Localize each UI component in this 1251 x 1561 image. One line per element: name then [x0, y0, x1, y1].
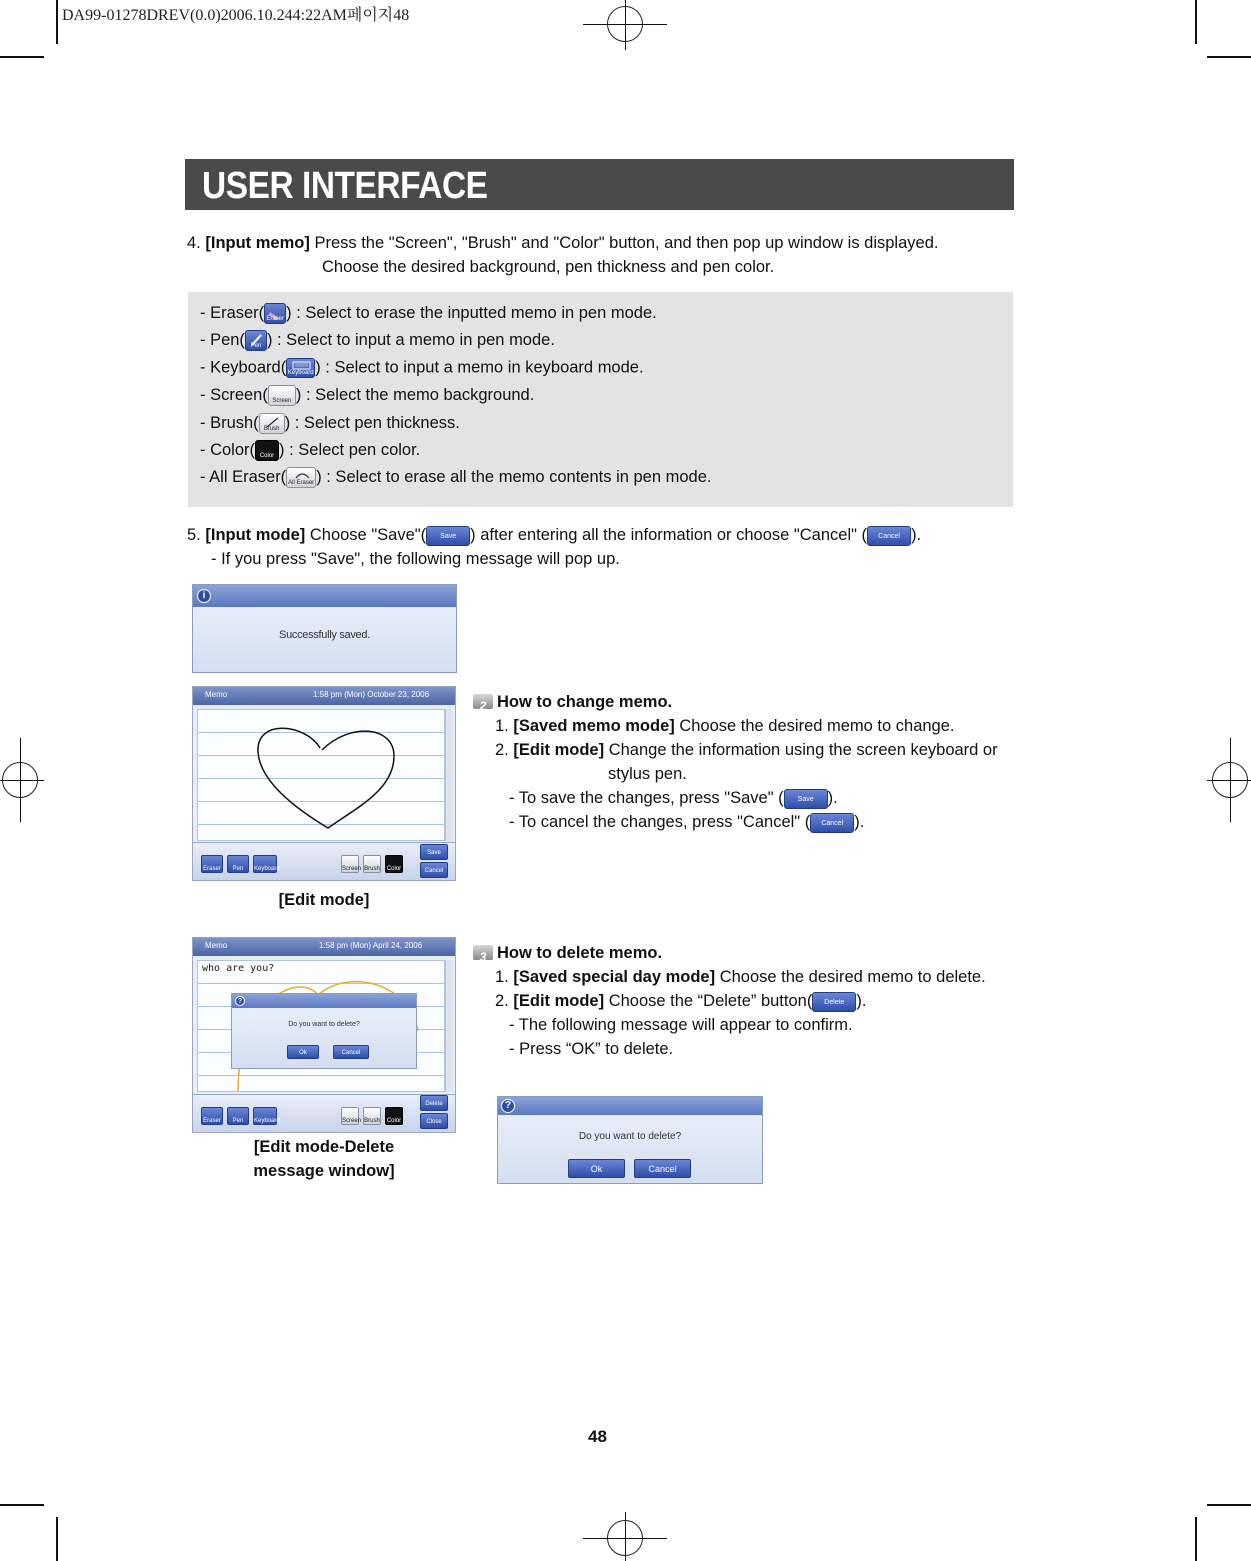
crop-mark	[0, 56, 44, 58]
registration-line	[625, 0, 626, 50]
crop-mark	[1207, 56, 1251, 58]
keyboard-icon: Keyboard	[286, 358, 315, 378]
info-icon: i	[197, 589, 211, 603]
section-banner	[185, 159, 1014, 210]
cancel-button-icon: Cancel	[810, 813, 854, 833]
toolbar-pen-button[interactable]: Pen	[227, 855, 249, 873]
tool-item-all-eraser: - All Eraser( All Eraser ) : Select to erase all the memo contents in pen mode.	[200, 467, 712, 486]
page-number: 48	[588, 1427, 607, 1446]
delete-button-icon: Delete	[812, 992, 856, 1012]
ok-button[interactable]: Ok	[568, 1159, 625, 1178]
cancel-button[interactable]: Cancel	[634, 1159, 691, 1178]
crop-mark	[1195, 1517, 1197, 1561]
crop-mark	[56, 0, 58, 44]
saved-popup-screenshot	[192, 584, 457, 673]
saved-message: Successfully saved.	[279, 629, 370, 641]
close-button[interactable]: Close	[420, 1113, 448, 1129]
tool-item-brush: - Brush( Brush ) : Select pen thickness.	[200, 413, 460, 432]
crop-mark	[0, 1504, 44, 1506]
tool-item-pen: - Pen( Pen ) : Select to input a memo in pen mode.	[200, 330, 555, 349]
confirm-delete-dialog	[497, 1096, 763, 1184]
cancel-button[interactable]: Cancel	[333, 1045, 369, 1059]
delete-mode-screenshot	[192, 937, 456, 1133]
step-badge-icon: 3	[473, 945, 493, 960]
registration-line	[1207, 780, 1251, 781]
step5-number: 5.	[187, 526, 201, 544]
registration-line	[0, 780, 44, 781]
brush-icon: Brush	[259, 413, 285, 434]
toolbar-keyboard-button[interactable]: Keyboard	[253, 855, 277, 873]
toolbar-screen-button[interactable]: Screen	[341, 855, 359, 873]
save-button[interactable]: Save	[420, 844, 448, 860]
confirm-message: Do you want to delete?	[578, 1131, 682, 1142]
tool-item-keyboard: - Keyboard( Keyboard ) : Select to input a memo in keyboard mode.	[200, 358, 644, 377]
print-header: DA99-01278DREV(0.0)2006.10.244:22AM페이지48	[62, 7, 410, 24]
change-memo-heading: How to change memo.	[497, 693, 673, 711]
toolbar-brush-button[interactable]: Brush	[363, 855, 381, 873]
toolbar-eraser-button[interactable]: Eraser	[201, 1107, 223, 1125]
toolbar-color-button[interactable]: Color	[385, 855, 403, 873]
heart-drawing	[198, 710, 446, 842]
step5-paragraph: 5. [Input mode] Choose "Save"( Save ) after entering all the information or choose "Cancel" ( Cancel ). - If you press "Save", the following message will pop up.	[187, 523, 1007, 571]
tool-description-box	[188, 292, 1013, 507]
crop-mark	[56, 1517, 58, 1561]
ok-button[interactable]: Ok	[287, 1045, 319, 1059]
all-eraser-icon: All Eraser	[286, 467, 316, 488]
app-title: Memo	[205, 941, 228, 950]
registration-line	[625, 1512, 626, 1561]
tool-item-color: - Color( Color ) : Select pen color.	[200, 440, 421, 459]
delete-memo-section: 3 How to delete memo. 1. [Saved special day mode] Choose the desired memo to delete. 2. [Edit mode] Choose the “Delete” button( Delete ). - The following message will appear to confirm. - Press “OK” to delete.	[473, 941, 1013, 1061]
delete-memo-heading: How to delete memo.	[497, 944, 663, 962]
toolbar-keyboard-button[interactable]: Keyboard	[253, 1107, 277, 1125]
save-button-icon: Save	[426, 526, 470, 546]
save-button-icon: Save	[784, 789, 828, 809]
eraser-icon: Eraser	[264, 303, 286, 324]
dialog-message: Do you want to delete?	[288, 1021, 360, 1028]
step4-number: 4.	[187, 234, 201, 252]
toolbar-brush-button[interactable]: Brush	[363, 1107, 381, 1125]
registration-line	[1230, 738, 1231, 822]
crop-mark	[1195, 0, 1197, 44]
step5-note: - If you press "Save", the following message will pop up.	[211, 550, 620, 568]
question-icon: ?	[235, 996, 245, 1006]
delete-button[interactable]: Delete	[420, 1095, 448, 1111]
change-memo-section: 2 How to change memo. 1. [Saved memo mode] Choose the desired memo to change. 2. [Edit mode] Change the information using the screen keyboard or stylus pen. - To save the changes, press "Save" ( Save ). - To cancel the changes, press "Cancel" ( Cancel ).	[473, 690, 1013, 834]
cancel-button[interactable]: Cancel	[420, 862, 448, 878]
toolbar-pen-button[interactable]: Pen	[227, 1107, 249, 1125]
tool-item-screen: - Screen( Screen ) : Select the memo background.	[200, 385, 535, 404]
registration-line	[20, 738, 21, 822]
cancel-button-icon: Cancel	[867, 526, 911, 546]
datetime: 1:58 pm (Mon) April 24, 2006	[319, 941, 423, 950]
app-title: Memo	[205, 690, 228, 699]
question-icon: ?	[501, 1099, 515, 1113]
step4-paragraph	[187, 231, 1007, 279]
handwriting-text: who are you?	[202, 963, 275, 974]
edit-mode-screenshot	[192, 686, 456, 881]
toolbar-screen-button[interactable]: Screen	[341, 1107, 359, 1125]
datetime: 1:58 pm (Mon) October 23, 2006	[313, 690, 430, 699]
color-icon: Color	[255, 440, 279, 461]
toolbar-eraser-button[interactable]: Eraser	[201, 855, 223, 873]
section-title: USER INTERFACE	[202, 165, 488, 207]
delete-mode-caption: [Edit mode-Delete message window]	[253, 1138, 395, 1180]
edit-mode-caption: [Edit mode]	[278, 891, 370, 909]
toolbar-color-button[interactable]: Color	[385, 1107, 403, 1125]
pen-icon: Pen	[245, 330, 267, 351]
tool-item-eraser: - Eraser( Eraser ) : Select to erase the inputted memo in pen mode.	[200, 303, 657, 322]
step-badge-icon: 2	[473, 694, 493, 709]
step4-text: Press the "Screen", "Brush" and "Color" button, and then pop up window is displayed.	[314, 234, 939, 252]
step5-label: [Input mode]	[205, 526, 306, 544]
screen-icon: Screen	[268, 385, 296, 406]
step4-text2: Choose the desired background, pen thickness and pen color.	[322, 258, 775, 276]
delete-dialog-small	[231, 993, 417, 1069]
step4-label: [Input memo]	[205, 234, 310, 252]
crop-mark	[1207, 1504, 1251, 1506]
